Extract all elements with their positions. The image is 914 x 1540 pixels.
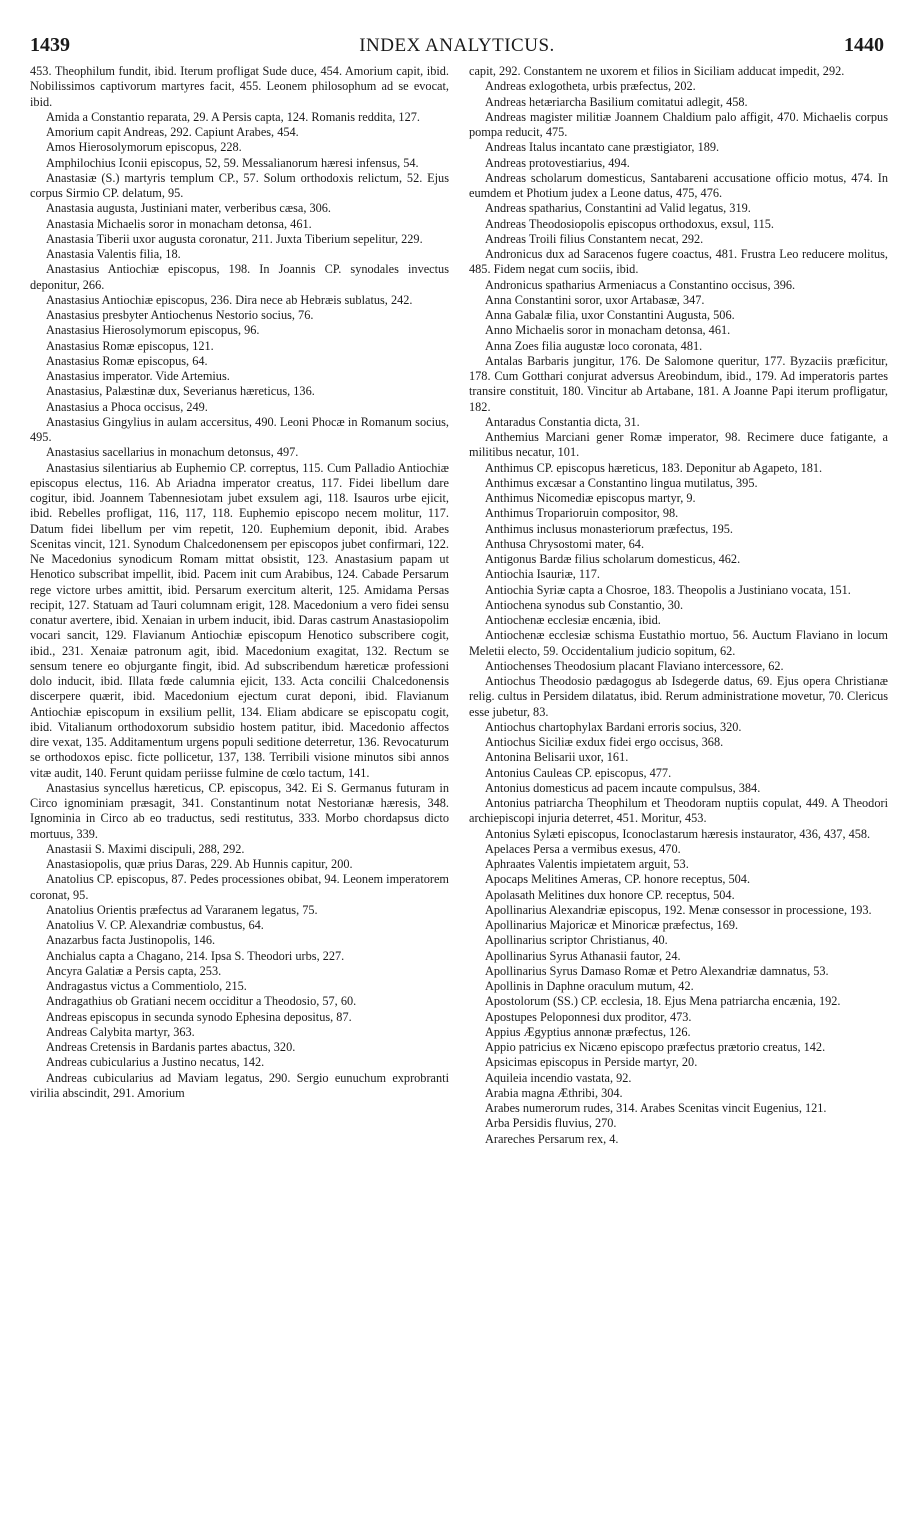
index-entry: Anatolius V. CP. Alexandriæ combustus, 64. <box>46 918 264 932</box>
index-entry: Appio patricius ex Nicæno episcopo præfectus prætorio creatus, 142. <box>485 1040 826 1054</box>
index-entry: Apocaps Melitines Ameras, CP. honore receptus, 504. <box>485 872 751 887</box>
index-entry: Antonius domesticus ad pacem incaute compulsus, 384. <box>485 780 761 795</box>
index-columns <box>30 64 888 1530</box>
index-entry: Andreas Troili filius Constantem necat, 292. <box>485 231 704 246</box>
index-entry: Amos Hierosolymorum episcopus, 228. <box>46 140 242 155</box>
index-entry: Andreas cubicularius ad Maviam legatus, 290. Sergio eunuchum exprobranti virilia abscindit, 291. Amorium <box>30 1070 449 1100</box>
index-entry: Antiochia Syriæ capta a Chosroe, 183. Theopolis a Justiniano vocata, 151. <box>485 582 851 597</box>
index-entry: Antiochus chartophylax Bardani erroris socius, 320. <box>485 719 742 734</box>
index-entry: Arabes numerorum rudes, 314. Arabes Scenitas vincit Eugenius, 121. <box>485 1101 827 1115</box>
index-entry: Appius Ægyptius annonæ præfectus, 126. <box>485 1024 691 1039</box>
index-entry: Anastasius Antiochiæ episcopus, 236. Dira nece ab Hebræis sublatus, 242. <box>46 292 413 307</box>
index-entry: Anthimus CP. episcopus hæreticus, 183. Deponitur ab Agapeto, 181. <box>485 460 823 475</box>
index-entry: Arareches Persarum rex, 4. <box>485 1131 619 1146</box>
index-entry: Anatolius CP. episcopus, 87. Pedes processiones obibat, 94. Leonem imperatorem coronat, 95. <box>30 872 449 902</box>
index-entry: Anazarbus facta Justinopolis, 146. <box>46 933 216 948</box>
index-entry: Anchialus capta a Chagano, 214. Ipsa S. Theodori urbs, 227. <box>46 948 345 963</box>
index-entry: Anastasiæ (S.) martyris templum CP., 57. Solum orthodoxis relictum, 52. Ejus corpus Sirmio CP. delatum, 95. <box>30 170 449 200</box>
index-entry: Antonius patriarcha Theophilum et Theodoram nuptiis copulat, 449. A Theodori archiepiscopi injuria deterret, 451. Moritur, 453. <box>469 796 888 826</box>
index-entry: Amphilochius Iconii episcopus, 52, 59. Messalianorum hæresi infensus, 54. <box>46 155 419 170</box>
index-entry: 453. Theophilum fundit, ibid. Iterum profligat Sude duce, 454. Amorium capit, ibid. Nobilissimos captivorum martyres facit, 455. Leonem philosophum ad se evocat, ibid. <box>30 64 449 109</box>
index-entry: Anno Michaelis soror in monacham detonsa, 461. <box>485 323 731 338</box>
index-entry: Anastasius Hierosolymorum episcopus, 96. <box>46 323 260 338</box>
index-entry: Anastasius Antiochiæ episcopus, 198. In Joannis CP. synodales invectus deponitur, 266. <box>30 262 449 292</box>
index-entry: Aquileia incendio vastata, 92. <box>485 1070 632 1085</box>
index-entry: Apollinarius Syrus Damaso Romæ et Petro Alexandriæ damnatus, 53. <box>485 963 829 978</box>
running-title: INDEX ANALYTICUS. <box>359 35 555 56</box>
index-entry: Apostolorum (SS.) CP. ecclesia, 18. Ejus Mena patriarcha encænia, 192. <box>485 994 841 1009</box>
index-entry: Anastasia Valentis filia, 18. <box>46 247 181 261</box>
index-entry: Anastasius sacellarius in monachum detonsus, 497. <box>46 445 299 460</box>
index-entry: Antalas Barbaris jungitur, 176. De Salomone queritur, 177. Byzaciis præficitur, 178. Cum Gotthari conjurat adversus Areobindum, ibid., 179. Ad imperatoris partes transire constituit, 180. Vincitur ab Artabane, 181. A Joanne Papi iterum profligatur, 182. <box>469 353 888 414</box>
index-entry: Antonius Sylæti episcopus, Iconoclastarum hæresis instaurator, 436, 437, 458. <box>485 826 871 841</box>
index-entry: Anna Gabalæ filia, uxor Constantini Augusta, 506. <box>485 308 735 322</box>
index-entry: Andronicus spatharius Armeniacus a Constantino occisus, 396. <box>485 277 796 292</box>
page-number-left: 1439 <box>30 34 70 56</box>
index-entry: Anastasii S. Maximi discipuli, 288, 292. <box>46 841 245 856</box>
index-entry: Antiochenæ ecclesiæ schisma Eustathio mortuo, 56. Auctum Flaviano in locum Meletii electo, 59. Occidentalium judicio sopitum, 62. <box>469 628 888 658</box>
index-entry: Anthimus inclusus monasteriorum præfectus, 195. <box>485 521 733 536</box>
index-entry: Anthusa Chrysostomi mater, 64. <box>485 536 645 551</box>
index-entry: Andreas Italus incantato cane præstigiator, 189. <box>485 140 720 155</box>
index-entry: Andreas episcopus in secunda synodo Ephesina depositus, 87. <box>46 1009 352 1024</box>
index-entry: Apollinarius scriptor Christianus, 40. <box>485 933 668 948</box>
index-entry: Anastasius Romæ episcopus, 64. <box>46 353 208 368</box>
index-entry: Aphraates Valentis impietatem arguit, 53. <box>485 857 689 871</box>
index-entry: Apollinarius Syrus Athanasii fautor, 24. <box>485 948 681 963</box>
index-entry: Arba Persidis fluvius, 270. <box>485 1116 617 1131</box>
index-entry: capit, 292. Constantem ne uxorem et filios in Siciliam adducat impedit, 292. <box>469 64 845 78</box>
index-entry: Antiochenses Theodosium placant Flaviano intercessore, 62. <box>485 658 784 673</box>
index-entry: Anastasius syncellus hæreticus, CP. episcopus, 342. Ei S. Germanus futuram in Circo ignominiam præsagit, 341. Constantinum notat Nestorianæ hæresis, 348. Ignominia in Circo ab eo traductus, sedi restitutus, 333. Morbo chordapsus dicto mortuus, 339. <box>30 780 449 841</box>
index-entry: Ancyra Galatiæ a Persis capta, 253. <box>46 963 222 978</box>
index-entry: Antaradus Constantia dicta, 31. <box>485 414 640 429</box>
index-entry: Apelaces Persa a vermibus exesus, 470. <box>485 841 681 856</box>
index-entry: Anastasius, Palæstinæ dux, Severianus hæreticus, 136. <box>46 384 315 399</box>
page-number-right: 1440 <box>844 34 884 56</box>
index-entry: Andreas Cretensis in Bardanis partes abactus, 320. <box>46 1040 296 1054</box>
index-entry: Antonina Belisarii uxor, 161. <box>485 750 629 765</box>
index-entry: Anastasius silentiarius ab Euphemio CP. correptus, 115. Cum Palladio Antiochiæ episcopus electus, 116. Ab Ariadna imperator creatus, 117. Fidei libellum dare cogitur, ibid. Joannem Tabennesiotam jubet exsulem agi, 118. Isauros urbe ejicit, ibid. Rebelles profligat, 116, 117, 118. Euphemio episcopo necem molitur, 117. Datum fidei libellum per vim repetit, 120. Euphemium deponit, ibid. Arabes Scenitas vincit, 121. Synodum Chalcedonensem per episcopos jubet confirmari, 122. Ne Macedonius synodicum Romam mittat obsistit, 123. Anastasium papam ut Henotico subscribat impellit, ibid. Pacem init cum Arabibus, 124. Cabade Persarum rege victore urbes amittit, ibid. Persarum exercitum alterit, 125. Amidama Persas recipit, 127. Statuam ad Tauri columnam erigit, 128. Macedonium a vero fidei sensu conatur avertere, ibid. Xenaian in urbem inducit, ibid. Daras castrum Anastasiopolim vocari sancit, 129. Flavianum Antiochiæ episcopum Henotico subscribere cogit, ibid., 231. Xenaiæ patronum agit, ibid. Macedonium exagitat, 132. Rectum se sensum tenere eo objurgante fingit, ibid. Ad subscribendum hæreticæ professioni dolo inducit, ibid. Illata fœde calumnia ejicit, 133. Acta concilii Chalcedonensis discerpere quærit, ibid. Macedonium ejectum curat deponi, ibid. Flavianum Antiochiæ episcopum in exsilium pellit, 134. Eliam abdicare se episcopatu cogit, ibid. Vitalianum orthodoxorum subsidio hostem patitur, ibid. Macedonio affectos dire vexat, 135. Additamentum urgens populi seditione deterretur, 136. Revocaturum se orthodoxos episc. ficte pollicetur, 137, 138. Terribili visione minutos sibi annos vitæ audit, 140. Ferunt quidam periisse fulmine de cœlo tactum, 141. <box>30 460 449 780</box>
index-entry: Anastasia augusta, Justiniani mater, verberibus cæsa, 306. <box>46 201 332 216</box>
index-entry: Anastasius imperator. Vide Artemius. <box>46 369 230 383</box>
index-entry: Anatolius Orientis præfectus ad Vararanem legatus, 75. <box>46 902 318 917</box>
index-entry: Apolasath Melitines dux honore CP. receptus, 504. <box>485 887 735 902</box>
index-entry: Apollinis in Daphne oraculum mutum, 42. <box>485 979 694 993</box>
index-entry: Arabia magna Æthribi, 304. <box>485 1085 623 1100</box>
index-entry: Andreas magister militiæ Joannem Chaldium palo affigit, 470. Michaelis corpus pompa reducit, 475. <box>469 109 888 139</box>
index-entry: Anastasiopolis, quæ prius Daras, 229. Ab Hunnis capitur, 200. <box>46 857 353 871</box>
index-entry: Antiochus Siciliæ exdux fidei ergo occisus, 368. <box>485 735 724 749</box>
index-entry: Antiochia Isauriæ, 117. <box>485 567 600 582</box>
index-entry: Anthimus excæsar a Constantino lingua mutilatus, 395. <box>485 475 758 490</box>
page-header <box>30 34 884 62</box>
index-entry: Andragathius ob Gratiani necem occiditur a Theodosio, 57, 60. <box>46 994 357 1009</box>
right-column <box>469 64 888 1530</box>
index-entry: Apollinarius Majoricæ et Minoricæ præfectus, 169. <box>485 918 739 932</box>
index-entry: Andreas hetæriarcha Basilium comitatui adlegit, 458. <box>485 94 748 109</box>
index-entry: Andreas exlogotheta, urbis præfectus, 202. <box>485 79 696 94</box>
index-entry: Antiochena synodus sub Constantio, 30. <box>485 597 684 612</box>
index-entry: Andronicus dux ad Saracenos fugere coactus, 481. Frustra Leo reducere molitus, 485. Fidem negat cum sociis, ibid. <box>469 247 888 277</box>
index-entry: Anastasius Gingylius in aulam accersitus, 490. Leoni Phocæ in Romanum socius, 495. <box>30 414 449 444</box>
index-entry: Andreas spatharius, Constantini ad Valid legatus, 319. <box>485 201 751 216</box>
index-entry: Antiochus Theodosio pædagogus ab Isdegerde datus, 69. Ejus opera Christianæ relig. cultus in Persidem dilatatus, ibid. Rerum administratione movetur, 70. Clericus esse jubetur, 83. <box>469 674 888 719</box>
index-entry: Andragastus victus a Commentiolo, 215. <box>46 979 247 993</box>
index-entry: Antonius Cauleas CP. episcopus, 477. <box>485 765 672 780</box>
index-entry: Andreas Theodosiopolis episcopus orthodoxus, exsul, 115. <box>485 216 774 231</box>
left-column <box>30 64 449 1530</box>
index-entry: Andreas scholarum domesticus, Santabareni accusatione officio motus, 474. In eumdem et Photium judex a Leone datus, 475, 476. <box>469 170 888 200</box>
index-entry: Anthimus Nicomediæ episcopus martyr, 9. <box>485 491 696 505</box>
index-entry: Anastasia Tiberii uxor augusta coronatur, 211. Juxta Tiberium sepelitur, 229. <box>46 231 423 246</box>
index-entry: Anastasia Michaelis soror in monacham detonsa, 461. <box>46 216 312 231</box>
index-entry: Apostupes Peloponnesi dux proditor, 473. <box>485 1009 692 1024</box>
index-entry: Anastasius Romæ episcopus, 121. <box>46 338 214 353</box>
index-entry: Apollinarius Alexandriæ episcopus, 192. Menæ consessor in processione, 193. <box>485 902 872 917</box>
index-entry: Amida a Constantio reparata, 29. A Persis capta, 124. Romanis reddita, 127. <box>46 109 420 124</box>
index-entry: Anastasius presbyter Antiochenus Nestorio socius, 76. <box>46 308 314 322</box>
index-entry: Andreas Calybita martyr, 363. <box>46 1024 195 1039</box>
index-entry: Antiochenæ ecclesiæ encænia, ibid. <box>485 613 661 627</box>
index-entry: Andreas cubicularius a Justino necatus, 142. <box>46 1055 265 1070</box>
index-entry: Apsicimas episcopus in Perside martyr, 20. <box>485 1055 698 1070</box>
index-entry: Anthimus Troparioruin compositor, 98. <box>485 506 679 521</box>
index-entry: Anna Constantini soror, uxor Artabasæ, 347. <box>485 292 705 307</box>
index-entry: Antigonus Bardæ filius scholarum domesticus, 462. <box>485 552 741 566</box>
index-entry: Anthemius Marciani gener Romæ imperator, 98. Recimere duce fatigante, a militibus necatur, 101. <box>469 430 888 460</box>
index-entry: Andreas protovestiarius, 494. <box>485 155 630 170</box>
index-entry: Amorium capit Andreas, 292. Capiunt Arabes, 454. <box>46 125 299 139</box>
index-entry: Anna Zoes filia augustæ loco coronata, 481. <box>485 338 703 353</box>
index-entry: Anastasius a Phoca occisus, 249. <box>46 399 208 414</box>
